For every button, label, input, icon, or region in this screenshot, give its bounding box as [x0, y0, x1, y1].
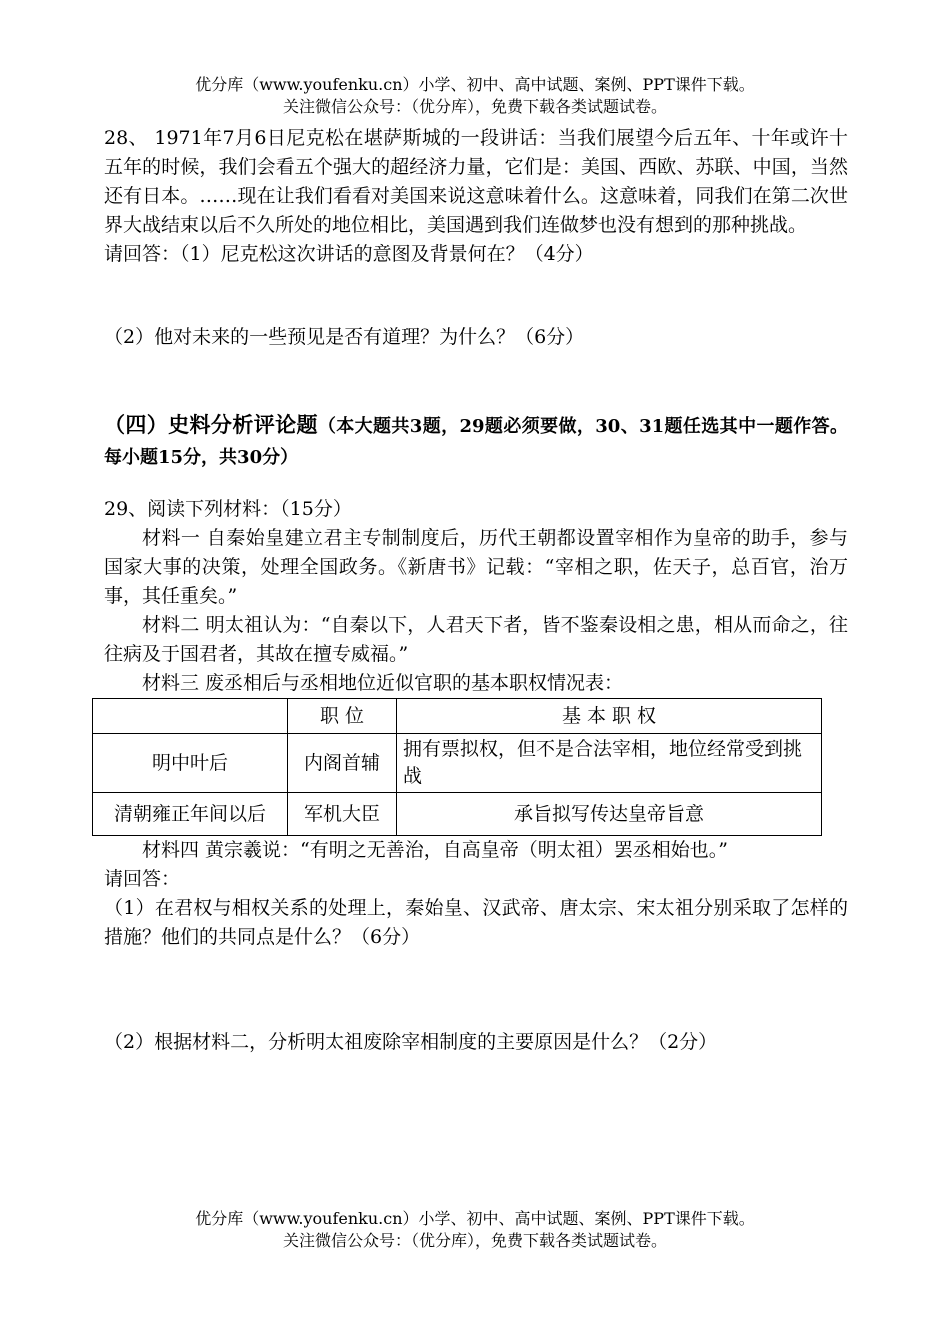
material-2: 材料二 明太祖认为：“自秦以下，人君天下者，皆不鉴秦设相之患，相从而命之，往往病及于国君者，其故在擅专威福。” [104, 614, 848, 665]
table-cell: 军机大臣 [288, 793, 397, 836]
footer-line-2: 关注微信公众号：（优分库），免费下载各类试题试卷。 [282, 1231, 667, 1250]
question-29-prompt-1: （1）在君权与相权关系的处理上，秦始皇、汉武帝、唐太宗、宋太祖分别采取了怎样的措施？他们的共同点是什么？（6分） [104, 897, 848, 948]
question-29-prompt-2: （2）根据材料二，分析明太祖废除宰相制度的主要原因是什么？（2分） [104, 1031, 718, 1053]
table-header-cell: 职 位 [288, 699, 397, 734]
page-header [0, 74, 950, 118]
footer-line-1: 优分库（www.youfenku.cn）小学、初中、高中试题、案例、PPT课件下载。 [195, 1209, 755, 1228]
table-cell: 清朝雍正年间以后 [93, 793, 288, 836]
section-4-heading [104, 410, 848, 473]
exam-content [104, 124, 848, 1057]
spacer [104, 473, 848, 495]
header-line-2: 关注微信公众号：（优分库），免费下载各类试题试卷。 [282, 97, 667, 116]
table-cell: 内阁首辅 [288, 734, 397, 793]
material-4: 材料四 黄宗羲说：“有明之无善治，自高皇帝（明太祖）罢丞相始也。” [142, 839, 728, 861]
question-29-ask: 请回答： [104, 868, 181, 890]
table-cell: 明中叶后 [93, 734, 288, 793]
section-4-title: （四）史料分析评论题 [104, 412, 318, 437]
table-row [93, 734, 822, 793]
table-header-cell [93, 699, 288, 734]
table-header-cell: 基 本 职 权 [397, 699, 822, 734]
table-row [93, 793, 822, 836]
question-29-intro: 29、阅读下列材料：（15分） [104, 498, 352, 520]
material-1: 材料一 自秦始皇建立君主专制制度后，历代王朝都设置宰相作为皇帝的助手，参与国家大事的决策，处理全国政务。《新唐书》记载：“宰相之职，佐天子，总百官，治万事，其任重矣。” [104, 527, 848, 607]
answer-space [104, 952, 848, 1028]
question-28-prompt-1: 请回答：（1）尼克松这次讲话的意图及背景何在？（4分） [104, 243, 594, 265]
official-duties-table [92, 698, 822, 836]
question-28-text: 28、 1971年7月6日尼克松在堪萨斯城的一段讲话：当我们展望今后五年、十年或许十五年的时候，我们会看五个强大的超经济力量，它们是：美国、西欧、苏联、中国，当然还有日本。……现在让我们看看对美国来说这意味着什么。这意味着，同我们在第二次世界大战结束以后不久所处的地位相比，美国遇到我们连做梦也没有想到的那种挑战。 [104, 127, 848, 236]
header-line-1: 优分库（www.youfenku.cn）小学、初中、高中试题、案例、PPT课件下载。 [195, 75, 755, 94]
answer-space [104, 269, 848, 323]
section-4-note: （本大题共3题，29题必须要做，30、31题任选其中一题作答。每小题15分，共30分） [104, 416, 848, 468]
table-header-row [93, 699, 822, 734]
question-28-prompt-2: （2）他对未来的一些预见是否有道理？为什么？（6分） [104, 326, 585, 348]
table-cell: 拥有票拟权，但不是合法宰相，地位经常受到挑战 [397, 734, 822, 793]
answer-space [104, 352, 848, 410]
table-cell: 承旨拟写传达皇帝旨意 [397, 793, 822, 836]
material-3: 材料三 废丞相后与丞相地位近似官职的基本职权情况表： [142, 672, 624, 694]
page-footer [0, 1208, 950, 1252]
